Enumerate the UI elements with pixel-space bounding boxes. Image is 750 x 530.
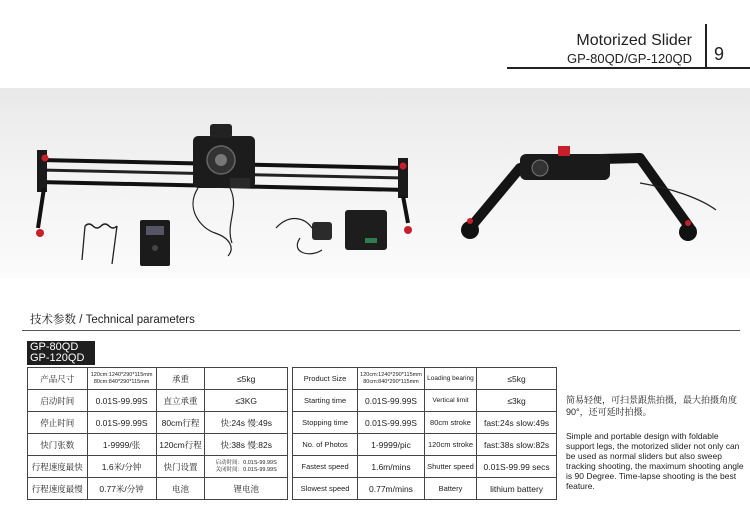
- spec-label: 直立承重: [156, 390, 205, 412]
- spec-label: 启动时间: [28, 390, 88, 412]
- spec-label: Starting time: [293, 390, 358, 412]
- spec-value-line: 120cm:1240*290*115mm: [90, 372, 153, 378]
- spec-value: 0.01S-99.99S: [87, 390, 156, 412]
- header-divider: [705, 24, 707, 68]
- model-badge: [27, 341, 95, 365]
- spec-value: 0.01S-99.99S: [358, 390, 425, 412]
- spec-label: 行程速度最快: [28, 456, 88, 478]
- table-row: [293, 456, 557, 478]
- spec-value: 1-9999/pic: [358, 434, 425, 456]
- spec-label: 80cm行程: [156, 412, 205, 434]
- spec-value: 1.6米/分钟: [87, 456, 156, 478]
- spec-table-cn: [27, 367, 288, 500]
- spec-label: Battery: [424, 478, 476, 500]
- coiled-cable-icon: [82, 224, 117, 264]
- spec-label: 电池: [156, 478, 205, 500]
- header-rule: [507, 67, 750, 69]
- spec-label: Product Size: [293, 368, 358, 390]
- spec-value: ≤5kg: [205, 368, 288, 390]
- spec-value: 1.6m/mins: [358, 456, 425, 478]
- spec-label: 停止时间: [28, 412, 88, 434]
- spec-value: ≤3KG: [205, 390, 288, 412]
- power-adapter-icon: [276, 219, 332, 254]
- spec-table-en: [292, 367, 557, 500]
- spec-label: Vertical limit: [424, 390, 476, 412]
- spec-label: 行程速度最慢: [28, 478, 88, 500]
- spec-value-line: 80cm:840*290*115mm: [93, 378, 150, 385]
- page-title: Motorized Slider: [576, 32, 692, 49]
- table-row: [28, 456, 288, 478]
- spec-value-line: 关闭时间：0.01S-99.99S: [215, 466, 277, 473]
- table-row: [28, 412, 288, 434]
- folded-slider-icon: [461, 146, 716, 241]
- table-row: [293, 390, 557, 412]
- spec-value-line: 启动时间：0.01S-99.99S: [215, 460, 277, 466]
- spec-value: 快:38s 慢:82s: [205, 434, 288, 456]
- table-row: [293, 368, 557, 390]
- header-title-block: [567, 32, 692, 67]
- product-photo: [0, 88, 750, 278]
- spec-value: 0.77m/mins: [358, 478, 425, 500]
- spec-value: [358, 368, 425, 390]
- spec-value: ≤3kg: [477, 390, 557, 412]
- spec-label: Fastest speed: [293, 456, 358, 478]
- spec-value: 0.77米/分钟: [87, 478, 156, 500]
- spec-label: 120cm stroke: [424, 434, 476, 456]
- spec-value: 锂电池: [205, 478, 288, 500]
- section-title: 技术参数 / Technical parameters: [30, 314, 195, 326]
- table-row: [28, 368, 288, 390]
- spec-label: 承重: [156, 368, 205, 390]
- spec-value: lithium battery: [477, 478, 557, 500]
- spec-value: 0.01S-99.99 secs: [477, 456, 557, 478]
- table-row: [293, 478, 557, 500]
- spec-value: 0.01S-99.99S: [358, 412, 425, 434]
- description-cn: 简易轻便，可扫景跟焦拍摄，最大拍摄角度90°，还可延时拍摄。: [566, 395, 738, 417]
- table-row: [28, 390, 288, 412]
- remote-controller-icon: [140, 220, 170, 266]
- spec-value-line: 120cm:1240*290*115mm: [360, 372, 422, 378]
- spec-value: fast:38s slow:82s: [477, 434, 557, 456]
- spec-label: 120cm行程: [156, 434, 205, 456]
- spec-value: ≤5kg: [477, 368, 557, 390]
- section-rule: [22, 330, 740, 331]
- table-row: [28, 434, 288, 456]
- spec-value: [205, 456, 288, 478]
- spec-label: Slowest speed: [293, 478, 358, 500]
- spec-label: 快门设置: [156, 456, 205, 478]
- spec-value: 1-9999/张: [87, 434, 156, 456]
- model-subtitle: GP-80QD/GP-120QD: [567, 51, 692, 66]
- table-row: [293, 434, 557, 456]
- spec-value-line: 80cm:840*290*115mm: [363, 378, 419, 385]
- spec-label: 80cm stroke: [424, 412, 476, 434]
- spec-label: 产品尺寸: [28, 368, 88, 390]
- description-en: Simple and portable design with foldable support legs, the motorized slider not only can be used as normal sliders but also sweep tracking shooting, the maximum shooting angle is 90 Degree. Time-lapse shooting is the best feature.: [566, 431, 744, 491]
- spec-value: [87, 368, 156, 390]
- spec-label: No. of Photos: [293, 434, 358, 456]
- table-row: [293, 412, 557, 434]
- spec-label: Stopping time: [293, 412, 358, 434]
- table-row: [28, 478, 288, 500]
- spec-label: Loading bearing: [424, 368, 476, 390]
- battery-pack-icon: [345, 210, 387, 250]
- spec-value: fast:24s slow:49s: [477, 412, 557, 434]
- page-number: 9: [714, 44, 725, 64]
- slider-carriage-icon: [193, 124, 255, 188]
- spec-value: 0.01S-99.99S: [87, 412, 156, 434]
- spec-value: 快:24s 慢:49s: [205, 412, 288, 434]
- spec-label: Shutter speed: [424, 456, 476, 478]
- model-badge-line: GP-80QD: [30, 341, 79, 353]
- model-badge-line: GP-120QD: [30, 352, 85, 364]
- spec-label: 快门张数: [28, 434, 88, 456]
